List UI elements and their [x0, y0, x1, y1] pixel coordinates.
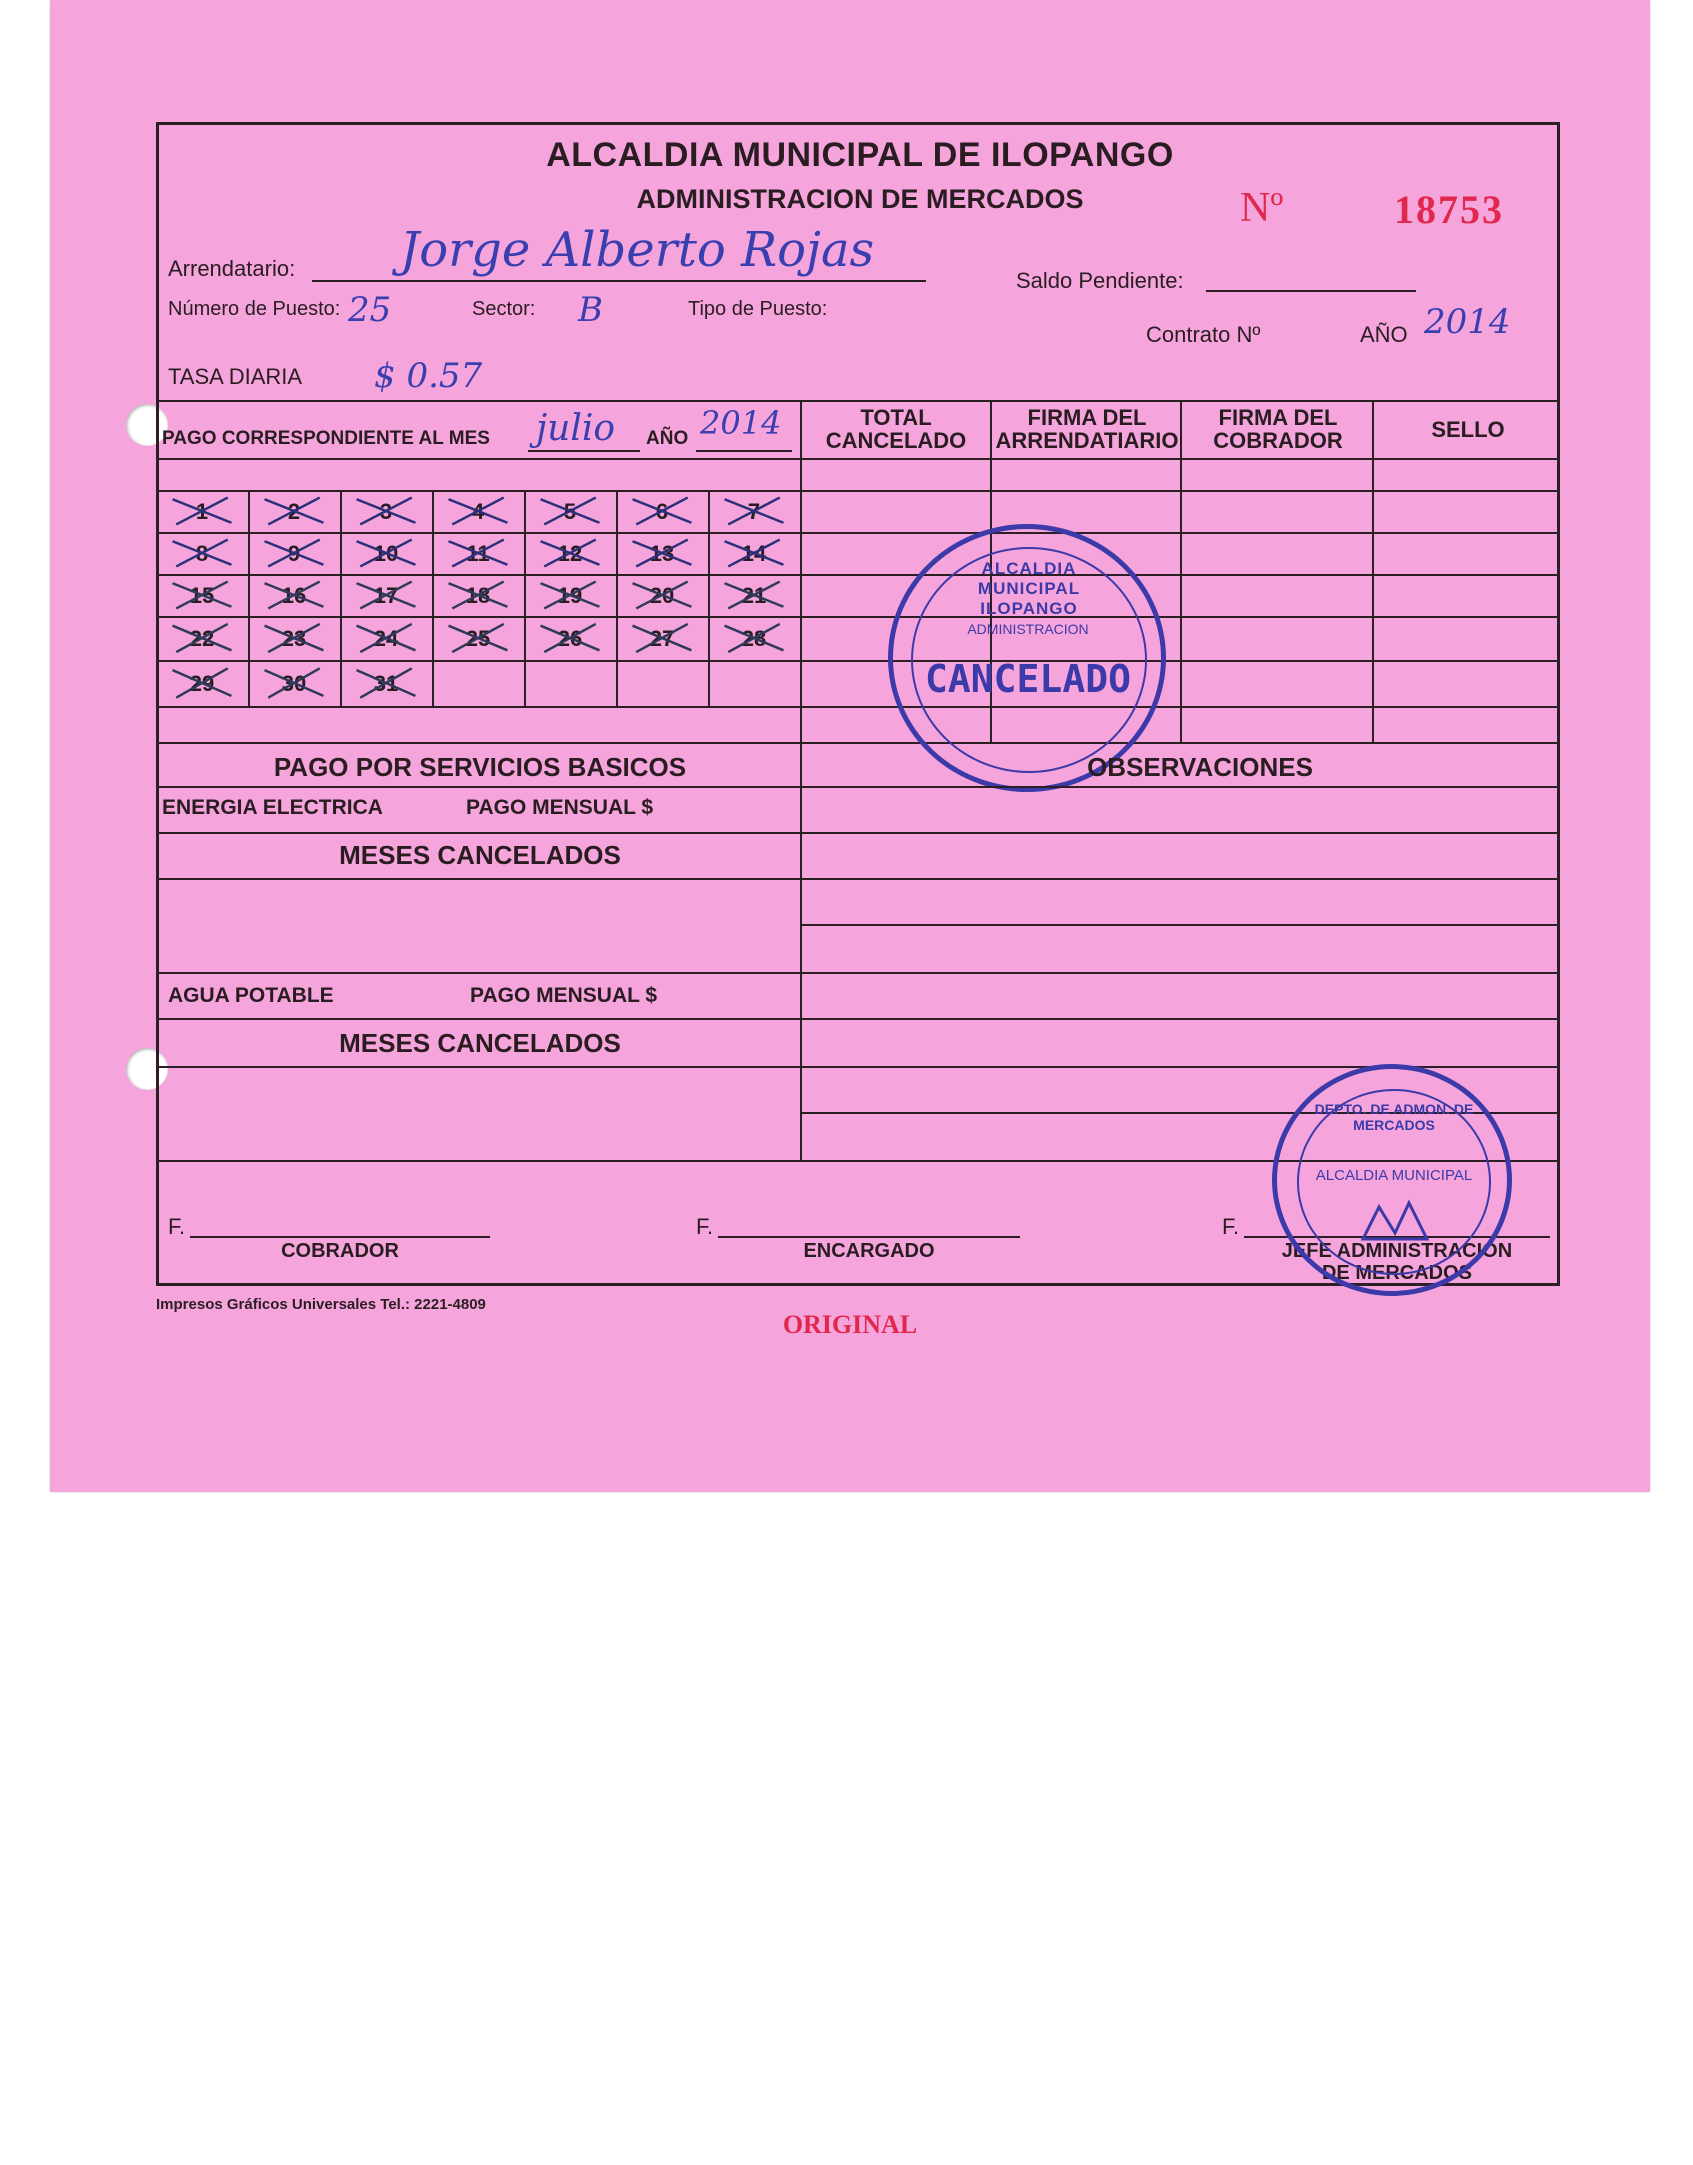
day-cross-mark [524, 616, 616, 660]
day-number: 13 [649, 541, 675, 566]
mes-label: PAGO CORRESPONDIENTE AL MES [162, 428, 490, 449]
day-cell-21 [708, 574, 800, 616]
table-bottom-line [156, 742, 1560, 744]
cobrador-label: COBRADOR [281, 1240, 399, 1262]
cancelado-stamp-main: CANCELADO [925, 657, 1131, 701]
day-number: 3 [379, 499, 393, 524]
table-line [156, 706, 1560, 708]
day-cross-mark [616, 574, 708, 616]
encargado-f: F. [696, 1214, 714, 1239]
tasa-diaria-label: TASA DIARIA [168, 364, 303, 389]
svc-line [156, 878, 800, 880]
day-cross-mark [708, 532, 800, 574]
svc-line [156, 1066, 1560, 1068]
table-line [156, 458, 1560, 460]
observaciones-title: OBSERVACIONES [1087, 752, 1313, 782]
sector-label: Sector: [472, 298, 536, 320]
anio-value: 2014 [1424, 302, 1511, 342]
cobrador-f: F. [168, 1214, 186, 1239]
day-cell-29 [156, 660, 248, 706]
day-cross-mark [248, 574, 340, 616]
day-number: 30 [281, 671, 307, 696]
admin-stamp-inner-text: ALCALDIA MUNICIPAL [1315, 1167, 1473, 1184]
original-copy-label: ORIGINAL [782, 1310, 918, 1339]
day-cell-22 [156, 616, 248, 660]
day-cross-mark [616, 532, 708, 574]
day-cross-mark [156, 574, 248, 616]
day-cross-mark [708, 490, 800, 532]
receipt-number-label: Nº [1240, 185, 1284, 231]
tipo-puesto-label: Tipo de Puesto: [688, 298, 828, 320]
col-header-sello: SELLO [1431, 417, 1505, 442]
day-cell-11 [432, 532, 524, 574]
col-header-firma-arrendatario: FIRMA DEL ARRENDATIARIO [995, 405, 1179, 453]
saldo-line [1206, 290, 1416, 292]
day-number: 10 [373, 541, 399, 566]
mes-line [528, 450, 640, 452]
svc-line [156, 1018, 1560, 1020]
col-line [800, 400, 802, 742]
day-number: 28 [741, 626, 767, 651]
day-cross-mark [248, 660, 340, 706]
arrendatario-line [312, 280, 926, 282]
mes-anio-line [696, 450, 792, 452]
obs-line [156, 786, 1560, 788]
day-cross-mark [156, 490, 248, 532]
sector-value: B [578, 290, 603, 330]
col-header-firma-cobrador: FIRMA DEL COBRADOR [1213, 405, 1343, 453]
day-number: 5 [563, 499, 577, 524]
obs-line [800, 924, 1560, 926]
day-cell-19 [524, 574, 616, 616]
day-number: 31 [373, 671, 399, 696]
day-cell-18 [432, 574, 524, 616]
day-cell-15 [156, 574, 248, 616]
tasa-diaria-value: $ 0.57 [374, 356, 483, 396]
day-number: 9 [287, 541, 301, 566]
svc-line [156, 832, 800, 834]
energia-pago-label: PAGO MENSUAL $ [466, 796, 654, 819]
col-header-total: TOTAL CANCELADO [825, 405, 967, 453]
day-cell-17 [340, 574, 432, 616]
day-number: 1 [195, 499, 209, 524]
day-cross-mark [708, 616, 800, 660]
day-cross-mark [156, 616, 248, 660]
day-number: 14 [741, 541, 767, 566]
jefe-label-line1: JEFE ADMINISTRACION [1281, 1240, 1513, 1262]
mes-anio-label: AÑO [646, 428, 689, 449]
day-cell-16 [248, 574, 340, 616]
day-number: 17 [373, 583, 399, 608]
day-cell-13 [616, 532, 708, 574]
day-cell-5 [524, 490, 616, 532]
obs-line [800, 832, 1560, 834]
day-cell-9 [248, 532, 340, 574]
day-cross-mark [248, 616, 340, 660]
day-cell-25 [432, 616, 524, 660]
day-cross-mark [708, 574, 800, 616]
cancelado-stamp-ring-text: ALCALDIA MUNICIPAL ILOPANGO [977, 559, 1081, 618]
day-number: 15 [189, 583, 215, 608]
day-cell-24 [340, 616, 432, 660]
table-top-line [156, 400, 1560, 402]
receipt-number: 18753 [1394, 187, 1504, 232]
numero-puesto-label: Número de Puesto: [168, 298, 341, 320]
day-number: 24 [373, 626, 399, 651]
agua-meses-label: MESES CANCELADOS [339, 1028, 621, 1058]
day-cross-mark [432, 490, 524, 532]
day-number: 7 [747, 499, 761, 524]
day-cell-10 [340, 532, 432, 574]
mes-value: julio [536, 408, 616, 449]
saldo-label: Saldo Pendiente: [1016, 268, 1184, 293]
energia-label: ENERGIA ELECTRICA [162, 796, 383, 819]
day-number: 16 [281, 583, 307, 608]
encargado-sign-line [718, 1236, 1020, 1238]
day-cross-mark [340, 490, 432, 532]
day-number: 6 [655, 499, 669, 524]
day-number: 11 [466, 541, 490, 566]
anio-label: AÑO [1360, 322, 1408, 347]
day-cross-mark [432, 574, 524, 616]
day-number: 26 [557, 626, 583, 651]
day-cross-mark [616, 490, 708, 532]
day-cell-31 [340, 660, 432, 706]
day-cell-7 [708, 490, 800, 532]
agua-pago-label: PAGO MENSUAL $ [470, 984, 658, 1007]
day-cross-mark [432, 532, 524, 574]
printer-credit: Impresos Gráficos Universales Tel.: 2221-4809 [156, 1296, 486, 1313]
day-cross-mark [340, 574, 432, 616]
numero-puesto-value: 25 [348, 290, 392, 330]
day-cell-8 [156, 532, 248, 574]
day-cross-mark [340, 532, 432, 574]
day-cell-30 [248, 660, 340, 706]
services-title: PAGO POR SERVICIOS BASICOS [273, 752, 687, 782]
day-cell-4 [432, 490, 524, 532]
day-cell-3 [340, 490, 432, 532]
day-cell-27 [616, 616, 708, 660]
day-number: 21 [741, 583, 767, 608]
day-cell-14 [708, 532, 800, 574]
day-cross-mark [340, 616, 432, 660]
day-cross-mark [524, 532, 616, 574]
day-cross-mark [248, 532, 340, 574]
day-number: 2 [287, 499, 301, 524]
day-number: 19 [557, 583, 583, 608]
day-number: 4 [471, 499, 485, 524]
day-cross-mark [248, 490, 340, 532]
day-cross-mark [156, 532, 248, 574]
day-cell-12 [524, 532, 616, 574]
obs-line [800, 878, 1560, 880]
day-number: 8 [195, 541, 209, 566]
day-cell-23 [248, 616, 340, 660]
day-number: 25 [465, 626, 491, 651]
day-cell-2 [248, 490, 340, 532]
admin-stamp-emblem [1357, 1193, 1433, 1249]
form-subtitle: ADMINISTRACION DE MERCADOS [636, 184, 1084, 214]
day-cell-20 [616, 574, 708, 616]
col-line [1372, 400, 1374, 742]
day-cell-1 [156, 490, 248, 532]
day-number: 29 [189, 671, 215, 696]
day-number: 27 [649, 626, 675, 651]
day-number: 20 [649, 583, 675, 608]
day-cross-mark [616, 616, 708, 660]
encargado-label: ENCARGADO [803, 1240, 935, 1262]
services-divider [800, 742, 802, 1160]
form-title: ALCALDIA MUNICIPAL DE ILOPANGO [546, 136, 1174, 174]
day-number: 12 [557, 541, 583, 566]
cobrador-sign-line [190, 1236, 490, 1238]
agua-label: AGUA POTABLE [168, 984, 334, 1007]
day-cross-mark [432, 616, 524, 660]
contrato-label: Contrato Nº [1146, 322, 1261, 347]
admin-stamp [1272, 1064, 1512, 1296]
arrendatario-value: Jorge Alberto Rojas [400, 222, 875, 278]
jefe-label-line2: DE MERCADOS [1321, 1262, 1472, 1284]
energia-meses-label: MESES CANCELADOS [339, 840, 621, 870]
cancelado-stamp-inner-text: ADMINISTRACION [967, 621, 1089, 637]
day-cross-mark [156, 660, 248, 706]
admin-stamp-ring-text: DEPTO. DE ADMON. DE MERCADOS [1314, 1101, 1474, 1133]
day-number: 22 [189, 626, 215, 651]
day-number: 23 [281, 626, 307, 651]
day-cell-28 [708, 616, 800, 660]
svc-line [156, 972, 1560, 974]
day-number: 18 [465, 583, 491, 608]
day-cell-26 [524, 616, 616, 660]
day-cross-mark [524, 574, 616, 616]
mes-anio-value: 2014 [700, 404, 782, 442]
jefe-f: F. [1222, 1214, 1240, 1239]
day-cell-6 [616, 490, 708, 532]
day-cross-mark [340, 660, 432, 706]
day-cross-mark [524, 490, 616, 532]
arrendatario-label: Arrendatario: [168, 256, 296, 281]
